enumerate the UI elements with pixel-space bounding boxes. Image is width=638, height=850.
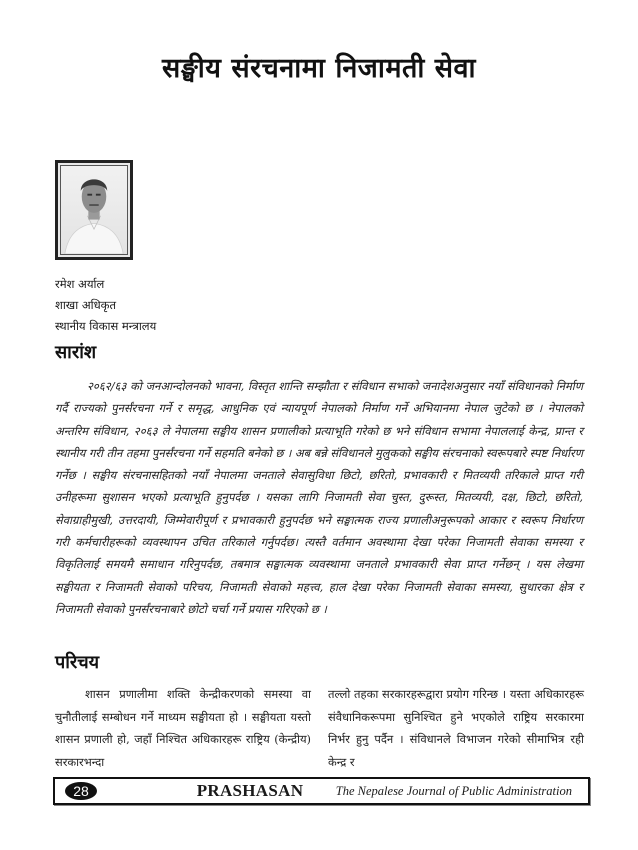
- author-info: [55, 274, 156, 337]
- page-footer: [53, 777, 590, 805]
- author-designation: शाखा अधिकृत: [55, 298, 117, 312]
- author-name: रमेश अर्याल: [55, 277, 105, 291]
- journal-subtitle: The Nepalese Journal of Public Administration: [335, 783, 572, 798]
- author-photo: [55, 160, 133, 260]
- abstract-heading: सारांश: [55, 342, 97, 363]
- page-number: 28: [65, 782, 97, 800]
- journal-name: PRASHASAN: [196, 781, 304, 800]
- portrait-icon: [61, 166, 127, 254]
- author-portrait-image: [60, 165, 128, 255]
- article-title: सङ्घीय संरचनामा निजामती सेवा: [161, 53, 477, 84]
- introduction-right-column: तल्लो तहका सरकारहरूद्वारा प्रयोग गरिन्छ । यस्ता अधिकारहरू संवैधानिकरूपमा सुनिश्चित हुने भएकोले राष्ट्रिय सरकारमा निर्भर हुनु पर्दैन । संविधानले विभाजन गरेको सीमाभित्र रही केन्द्र र: [328, 687, 584, 769]
- introduction-left-column: शासन प्रणालीमा शक्ति केन्द्रीकरणको समस्या वा चुनौतीलाई सम्बोधन गर्ने माध्यम सङ्घीयता हो । सङ्घीयता यस्तो शासन प्रणाली हो, जहाँ निश्चित अधिकारहरू राष्ट्रिय (केन्द्रीय) सरकारभन्दा: [55, 687, 311, 769]
- introduction-heading: परिचय: [55, 652, 100, 673]
- abstract-text: २०६२/६३ को जनआन्दोलनको भावना, विस्तृत शान्ति सम्झौता र संविधान सभाको जनादेशअनुसार नयाँ संविधानको निर्माण गर्दै राज्यको पुनर्संरचना गर्ने र समृद्ध, आधुनिक एवं न्यायपूर्ण नेपालको निर्माण गर्ने अभियानमा नेपाल जुटेको छ । नेपालको अन्तरिम संविधान, २०६३ ले नेपालमा सङ्घीय शासन प्रणालीको प्रत्याभूति गरेको छ भने संविधान सभामा नेपाललाई केन्द्र, प्रान्त र स्थानीय गरी तीन तहमा पुनर्संरचना गर्ने सहमति बनेको छ । अब बन्ने संविधानले मुलुकको सङ्घीय संरचनाको स्वरूपबारे स्पष्ट निर्धारण गर्नेछ । सङ्घीय संरचनासहितको नयाँ नेपालमा जनताले सेवासुविधा छिटो, छरितो, प्रभावकारी र मितव्ययी तरिकाले प्राप्त गरी उनीहरूमा सुशासन भएको प्रत्याभूति हुनुपर्दछ । यसका लागि निजामती सेवा चुस्त, दुरूस्त, मितव्ययी, दक्ष, छिटो, छरितो, सेवाग्राहीमुखी, उत्तरदायी, जिम्मेवारीपूर्ण र प्रभावकारी हुनुपर्दछ भने सङ्घात्मक राज्य प्रणालीअनुरूपको आकार र स्वरूप निर्धारण गरी कर्मचारीहरूको व्यवस्थापन उचित तरिकाले गर्नुपर्दछ। त्यस्तै वर्तमान अवस्थामा देखा परेका निजामती सेवाका समस्या र विकृतिलाई समयमै समाधान गरिनुपर्दछ, तबमात्र सङ्घात्मक व्यवस्थामा जनताले प्रभावकारी सेवा प्राप्त गर्नेछन् । यस लेखमा सङ्घीयता र निजामती सेवाको परिचय, निजामती सेवाको महत्त्व, हाल देखा परेका निजामती सेवाका समस्या, सुधारका क्षेत्र र निजामती सेवाको पुनर्संरचनाबारे छोटो चर्चा गर्ने प्रयास गरिएको छ ।: [55, 379, 583, 616]
- author-organization: स्थानीय विकास मन्त्रालय: [55, 319, 157, 333]
